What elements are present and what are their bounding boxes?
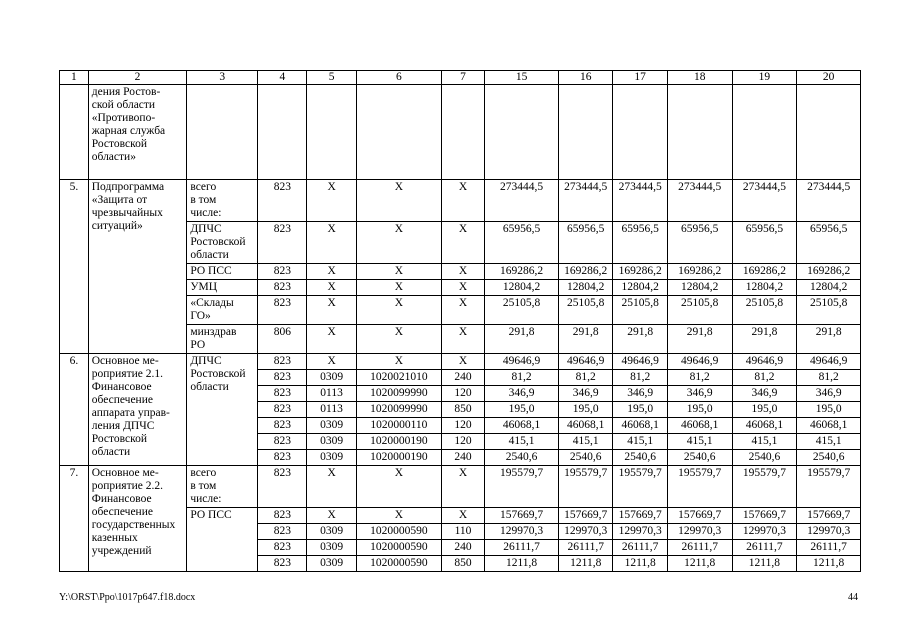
value-cell: 1211,8: [732, 556, 797, 572]
value-cell: 169286,2: [667, 264, 732, 280]
value-cell: 49646,9: [559, 354, 613, 370]
value-cell: 25105,8: [559, 296, 613, 325]
value-cell: [307, 85, 356, 180]
value-cell: X: [356, 354, 441, 370]
value-cell: 823: [258, 450, 307, 466]
value-cell: 129970,3: [667, 524, 732, 540]
value-cell: 291,8: [559, 325, 613, 354]
value-cell: 26111,7: [485, 540, 559, 556]
program-name-cell: Основное ме- роприятие 2.1. Финансовое обеспечение аппарата управ- ления ДПЧС Ростовской области: [88, 354, 187, 466]
value-cell: 169286,2: [613, 264, 667, 280]
value-cell: 1020000110: [356, 418, 441, 434]
value-cell: 12804,2: [667, 280, 732, 296]
value-cell: 195,0: [797, 402, 861, 418]
value-cell: 65956,5: [485, 222, 559, 264]
value-cell: 195,0: [485, 402, 559, 418]
value-cell: 25105,8: [732, 296, 797, 325]
value-cell: 823: [258, 540, 307, 556]
value-cell: 26111,7: [732, 540, 797, 556]
value-cell: 291,8: [732, 325, 797, 354]
value-cell: 169286,2: [797, 264, 861, 280]
value-cell: 0309: [307, 450, 356, 466]
executor-cell: РО ПСС: [187, 508, 258, 572]
value-cell: 415,1: [613, 434, 667, 450]
value-cell: 65956,5: [559, 222, 613, 264]
value-cell: [258, 85, 307, 180]
value-cell: 1211,8: [797, 556, 861, 572]
value-cell: 25105,8: [613, 296, 667, 325]
executor-cell: [187, 85, 258, 180]
value-cell: 240: [441, 540, 484, 556]
value-cell: 1211,8: [559, 556, 613, 572]
value-cell: 2540,6: [732, 450, 797, 466]
header-cell-col-17: 17: [613, 71, 667, 85]
value-cell: 0309: [307, 370, 356, 386]
executor-cell: УМЦ: [187, 280, 258, 296]
value-cell: 46068,1: [559, 418, 613, 434]
value-cell: 26111,7: [797, 540, 861, 556]
value-cell: X: [441, 222, 484, 264]
value-cell: 81,2: [797, 370, 861, 386]
table-row: [60, 466, 861, 508]
header-cell-col-7: 7: [441, 71, 484, 85]
value-cell: 65956,5: [613, 222, 667, 264]
value-cell: 110: [441, 524, 484, 540]
value-cell: 169286,2: [485, 264, 559, 280]
value-cell: 81,2: [485, 370, 559, 386]
value-cell: 823: [258, 434, 307, 450]
value-cell: 273444,5: [613, 180, 667, 222]
value-cell: 65956,5: [667, 222, 732, 264]
value-cell: 1020000190: [356, 450, 441, 466]
value-cell: X: [441, 354, 484, 370]
value-cell: X: [441, 296, 484, 325]
header-row: [60, 71, 861, 85]
value-cell: 46068,1: [797, 418, 861, 434]
value-cell: 823: [258, 524, 307, 540]
value-cell: 1211,8: [667, 556, 732, 572]
value-cell: X: [356, 466, 441, 508]
value-cell: 195,0: [667, 402, 732, 418]
value-cell: 2540,6: [559, 450, 613, 466]
value-cell: 25105,8: [485, 296, 559, 325]
value-cell: 129970,3: [485, 524, 559, 540]
value-cell: 169286,2: [559, 264, 613, 280]
value-cell: 120: [441, 386, 484, 402]
table-body: [60, 85, 861, 572]
value-cell: 346,9: [667, 386, 732, 402]
value-cell: 1020000590: [356, 556, 441, 572]
value-cell: 12804,2: [797, 280, 861, 296]
value-cell: [797, 85, 861, 180]
value-cell: 273444,5: [732, 180, 797, 222]
value-cell: 25105,8: [797, 296, 861, 325]
table-row: [60, 180, 861, 222]
value-cell: 240: [441, 370, 484, 386]
value-cell: 0309: [307, 434, 356, 450]
value-cell: 346,9: [613, 386, 667, 402]
value-cell: 26111,7: [613, 540, 667, 556]
value-cell: 157669,7: [732, 508, 797, 524]
value-cell: 1020000590: [356, 540, 441, 556]
value-cell: 1020021010: [356, 370, 441, 386]
value-cell: 0309: [307, 524, 356, 540]
value-cell: X: [356, 325, 441, 354]
value-cell: 2540,6: [667, 450, 732, 466]
executor-cell: РО ПСС: [187, 264, 258, 280]
value-cell: 823: [258, 418, 307, 434]
value-cell: 129970,3: [797, 524, 861, 540]
value-cell: 46068,1: [485, 418, 559, 434]
value-cell: 850: [441, 556, 484, 572]
value-cell: 273444,5: [485, 180, 559, 222]
value-cell: [485, 85, 559, 180]
value-cell: 157669,7: [667, 508, 732, 524]
value-cell: X: [441, 280, 484, 296]
header-cell-col-20: 20: [797, 71, 861, 85]
value-cell: 823: [258, 280, 307, 296]
value-cell: X: [356, 508, 441, 524]
program-name-cell: Подпрограмма «Защита от чрезвычайных ситуаций»: [88, 180, 187, 354]
value-cell: 26111,7: [667, 540, 732, 556]
value-cell: 0113: [307, 386, 356, 402]
value-cell: 26111,7: [559, 540, 613, 556]
value-cell: 157669,7: [485, 508, 559, 524]
value-cell: 1020099990: [356, 386, 441, 402]
value-cell: 346,9: [485, 386, 559, 402]
value-cell: [441, 85, 484, 180]
executor-cell: ДПЧС Ростовской области: [187, 354, 258, 466]
value-cell: 195579,7: [732, 466, 797, 508]
value-cell: 195,0: [613, 402, 667, 418]
page-number: 44: [848, 592, 858, 603]
header-cell-col-16: 16: [559, 71, 613, 85]
value-cell: X: [356, 222, 441, 264]
value-cell: 1211,8: [485, 556, 559, 572]
value-cell: 0309: [307, 540, 356, 556]
value-cell: 291,8: [485, 325, 559, 354]
value-cell: 415,1: [667, 434, 732, 450]
value-cell: X: [307, 280, 356, 296]
value-cell: 2540,6: [797, 450, 861, 466]
header-cell-col-18: 18: [667, 71, 732, 85]
value-cell: 195579,7: [613, 466, 667, 508]
value-cell: 823: [258, 264, 307, 280]
value-cell: 823: [258, 180, 307, 222]
value-cell: [559, 85, 613, 180]
value-cell: 195579,7: [797, 466, 861, 508]
value-cell: 195,0: [559, 402, 613, 418]
value-cell: 195579,7: [667, 466, 732, 508]
value-cell: 65956,5: [797, 222, 861, 264]
row-number-cell: 7.: [60, 466, 89, 572]
executor-cell: всего в том числе:: [187, 466, 258, 508]
value-cell: 65956,5: [732, 222, 797, 264]
value-cell: 81,2: [732, 370, 797, 386]
value-cell: 120: [441, 418, 484, 434]
value-cell: 346,9: [797, 386, 861, 402]
value-cell: [667, 85, 732, 180]
value-cell: 273444,5: [797, 180, 861, 222]
table-row: [60, 85, 861, 180]
value-cell: 12804,2: [485, 280, 559, 296]
value-cell: X: [441, 508, 484, 524]
value-cell: X: [307, 466, 356, 508]
value-cell: 806: [258, 325, 307, 354]
value-cell: X: [307, 264, 356, 280]
executor-cell: ДПЧС Ростовской области: [187, 222, 258, 264]
header-cell-col-15: 15: [485, 71, 559, 85]
value-cell: 823: [258, 354, 307, 370]
value-cell: X: [356, 296, 441, 325]
value-cell: X: [307, 325, 356, 354]
value-cell: [356, 85, 441, 180]
header-cell-col-6: 6: [356, 71, 441, 85]
value-cell: 346,9: [559, 386, 613, 402]
value-cell: 129970,3: [559, 524, 613, 540]
row-number-cell: 6.: [60, 354, 89, 466]
value-cell: 49646,9: [667, 354, 732, 370]
value-cell: 195579,7: [485, 466, 559, 508]
value-cell: 291,8: [797, 325, 861, 354]
value-cell: 157669,7: [797, 508, 861, 524]
value-cell: 49646,9: [797, 354, 861, 370]
value-cell: 25105,8: [667, 296, 732, 325]
value-cell: 823: [258, 508, 307, 524]
row-number-cell: 5.: [60, 180, 89, 354]
value-cell: 0113: [307, 402, 356, 418]
value-cell: 0309: [307, 418, 356, 434]
value-cell: 169286,2: [732, 264, 797, 280]
value-cell: X: [307, 180, 356, 222]
value-cell: 2540,6: [485, 450, 559, 466]
value-cell: 49646,9: [613, 354, 667, 370]
value-cell: 346,9: [732, 386, 797, 402]
value-cell: 157669,7: [613, 508, 667, 524]
value-cell: 81,2: [613, 370, 667, 386]
value-cell: 1020000190: [356, 434, 441, 450]
value-cell: [613, 85, 667, 180]
executor-cell: «Склады ГО»: [187, 296, 258, 325]
value-cell: 1020000590: [356, 524, 441, 540]
value-cell: 291,8: [613, 325, 667, 354]
value-cell: 823: [258, 402, 307, 418]
value-cell: 415,1: [485, 434, 559, 450]
value-cell: 273444,5: [667, 180, 732, 222]
header-cell-col-2: 2: [88, 71, 187, 85]
value-cell: 81,2: [667, 370, 732, 386]
program-name-cell: Основное ме- роприятие 2.2. Финансовое обеспечение государственных казенных учреждений: [88, 466, 187, 572]
value-cell: 120: [441, 434, 484, 450]
program-name-cell: дения Ростов- ской области «Противопо- жарная служба Ростовской области»: [88, 85, 187, 180]
value-cell: 823: [258, 370, 307, 386]
value-cell: X: [356, 280, 441, 296]
value-cell: X: [356, 180, 441, 222]
value-cell: 12804,2: [732, 280, 797, 296]
header-cell-col-3: 3: [187, 71, 258, 85]
value-cell: 240: [441, 450, 484, 466]
value-cell: 273444,5: [559, 180, 613, 222]
value-cell: 157669,7: [559, 508, 613, 524]
value-cell: 0309: [307, 556, 356, 572]
value-cell: 823: [258, 296, 307, 325]
header-cell-col-5: 5: [307, 71, 356, 85]
value-cell: 49646,9: [485, 354, 559, 370]
file-path: Y:\ORST\Ppo\1017p647.f18.docx: [59, 592, 196, 603]
table-row: [60, 354, 861, 370]
value-cell: 1020099990: [356, 402, 441, 418]
executor-cell: всего в том числе:: [187, 180, 258, 222]
value-cell: X: [441, 325, 484, 354]
value-cell: X: [307, 354, 356, 370]
value-cell: 415,1: [559, 434, 613, 450]
row-number-cell: [60, 85, 89, 180]
value-cell: X: [307, 296, 356, 325]
value-cell: 415,1: [732, 434, 797, 450]
value-cell: 195,0: [732, 402, 797, 418]
budget-table: [59, 70, 861, 572]
value-cell: 415,1: [797, 434, 861, 450]
header-cell-col-1: 1: [60, 71, 89, 85]
value-cell: 823: [258, 466, 307, 508]
value-cell: 195579,7: [559, 466, 613, 508]
value-cell: [732, 85, 797, 180]
header-cell-col-19: 19: [732, 71, 797, 85]
value-cell: 129970,3: [732, 524, 797, 540]
value-cell: 12804,2: [613, 280, 667, 296]
value-cell: 823: [258, 556, 307, 572]
value-cell: X: [441, 264, 484, 280]
value-cell: 291,8: [667, 325, 732, 354]
value-cell: 46068,1: [613, 418, 667, 434]
value-cell: 823: [258, 386, 307, 402]
value-cell: 129970,3: [613, 524, 667, 540]
value-cell: X: [307, 222, 356, 264]
value-cell: 81,2: [559, 370, 613, 386]
value-cell: 12804,2: [559, 280, 613, 296]
value-cell: X: [441, 466, 484, 508]
header-cell-col-4: 4: [258, 71, 307, 85]
value-cell: X: [356, 264, 441, 280]
value-cell: X: [307, 508, 356, 524]
value-cell: 1211,8: [613, 556, 667, 572]
value-cell: 850: [441, 402, 484, 418]
value-cell: 46068,1: [667, 418, 732, 434]
value-cell: 49646,9: [732, 354, 797, 370]
value-cell: 46068,1: [732, 418, 797, 434]
executor-cell: минздрав РО: [187, 325, 258, 354]
value-cell: 823: [258, 222, 307, 264]
value-cell: X: [441, 180, 484, 222]
value-cell: 2540,6: [613, 450, 667, 466]
